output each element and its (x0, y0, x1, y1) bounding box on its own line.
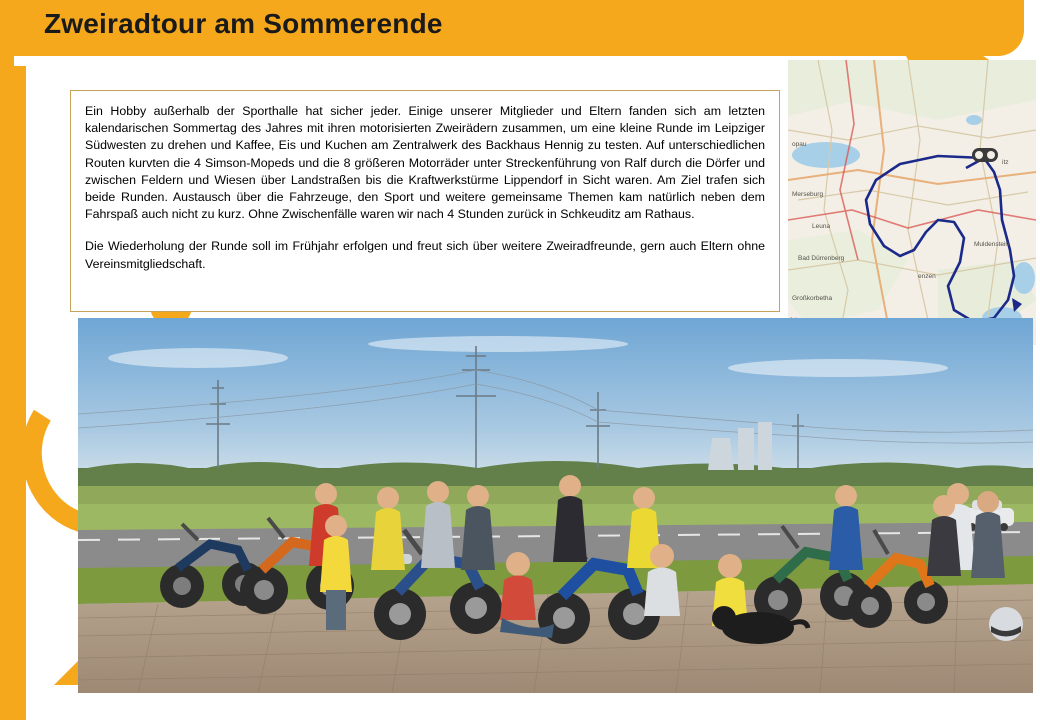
map-label: Leuna (812, 223, 831, 230)
route-map-graphic (788, 60, 1036, 345)
group-photo-graphic (78, 318, 1033, 693)
map-label: Großkorbetha (792, 295, 833, 302)
start-end-marker (972, 148, 998, 162)
left-accent-bar (0, 0, 26, 720)
map-label: Muldenstein (974, 241, 1010, 248)
map-label: Merseburg (792, 191, 824, 198)
group-photo-motorcycles (78, 318, 1033, 693)
article-paragraph-2: Die Wiederholung der Runde soll im Frühjahr erfolgen und freut sich über weitere Zweiradfreunde, gern auch Eltern ohne Vereinsmitgliedschaft. (85, 239, 765, 271)
decorative-circle-top (925, 8, 959, 42)
map-label: enzen (918, 273, 936, 280)
page-title: Zweiradtour am Sommerende (44, 8, 443, 39)
map-label: itz (1002, 159, 1009, 166)
map-label: opau (792, 141, 807, 148)
helmet (989, 607, 1023, 641)
article-text-box (70, 90, 780, 312)
article-paragraph-1: Ein Hobby außerhalb der Sporthalle hat sicher jeder. Einige unserer Mitglieder und Eltern fanden sich am letzten kalendarischen Sommertag des Jahres mit ihren motorisierten Zweirädern zusammen, um eine kleine Runde im Leipziger Südwesten zu drehen und Kaffee, Eis und Kuchen am Zentralwerk des Backhaus Hennig zu testen. Auf unterschiedlichen Routen kurvten die 4 Simson-Mopeds und die 8 größeren Motorräder unter Streckenführung von Ralf durch die Dörfer und zwischen Feldern und Wiesen über Landstraßen bis die Kraftwerkstürme Lippendorf in Sicht waren. Am Ziel trafen sich beide Runden. Austausch über die Fahrzeuge, den Sport und weitere gemeinsame Themen kam natürlich neben dem Fahrspaß auch nicht zu kurz. Ohne Zwischenfälle waren wir nach 4 Stunden zurück in Schkeuditz am Rathaus. (85, 104, 765, 222)
route-map (788, 60, 1036, 345)
left-accent-bar-gap (26, 0, 32, 720)
map-label: Bad Dürrenberg (798, 255, 845, 262)
